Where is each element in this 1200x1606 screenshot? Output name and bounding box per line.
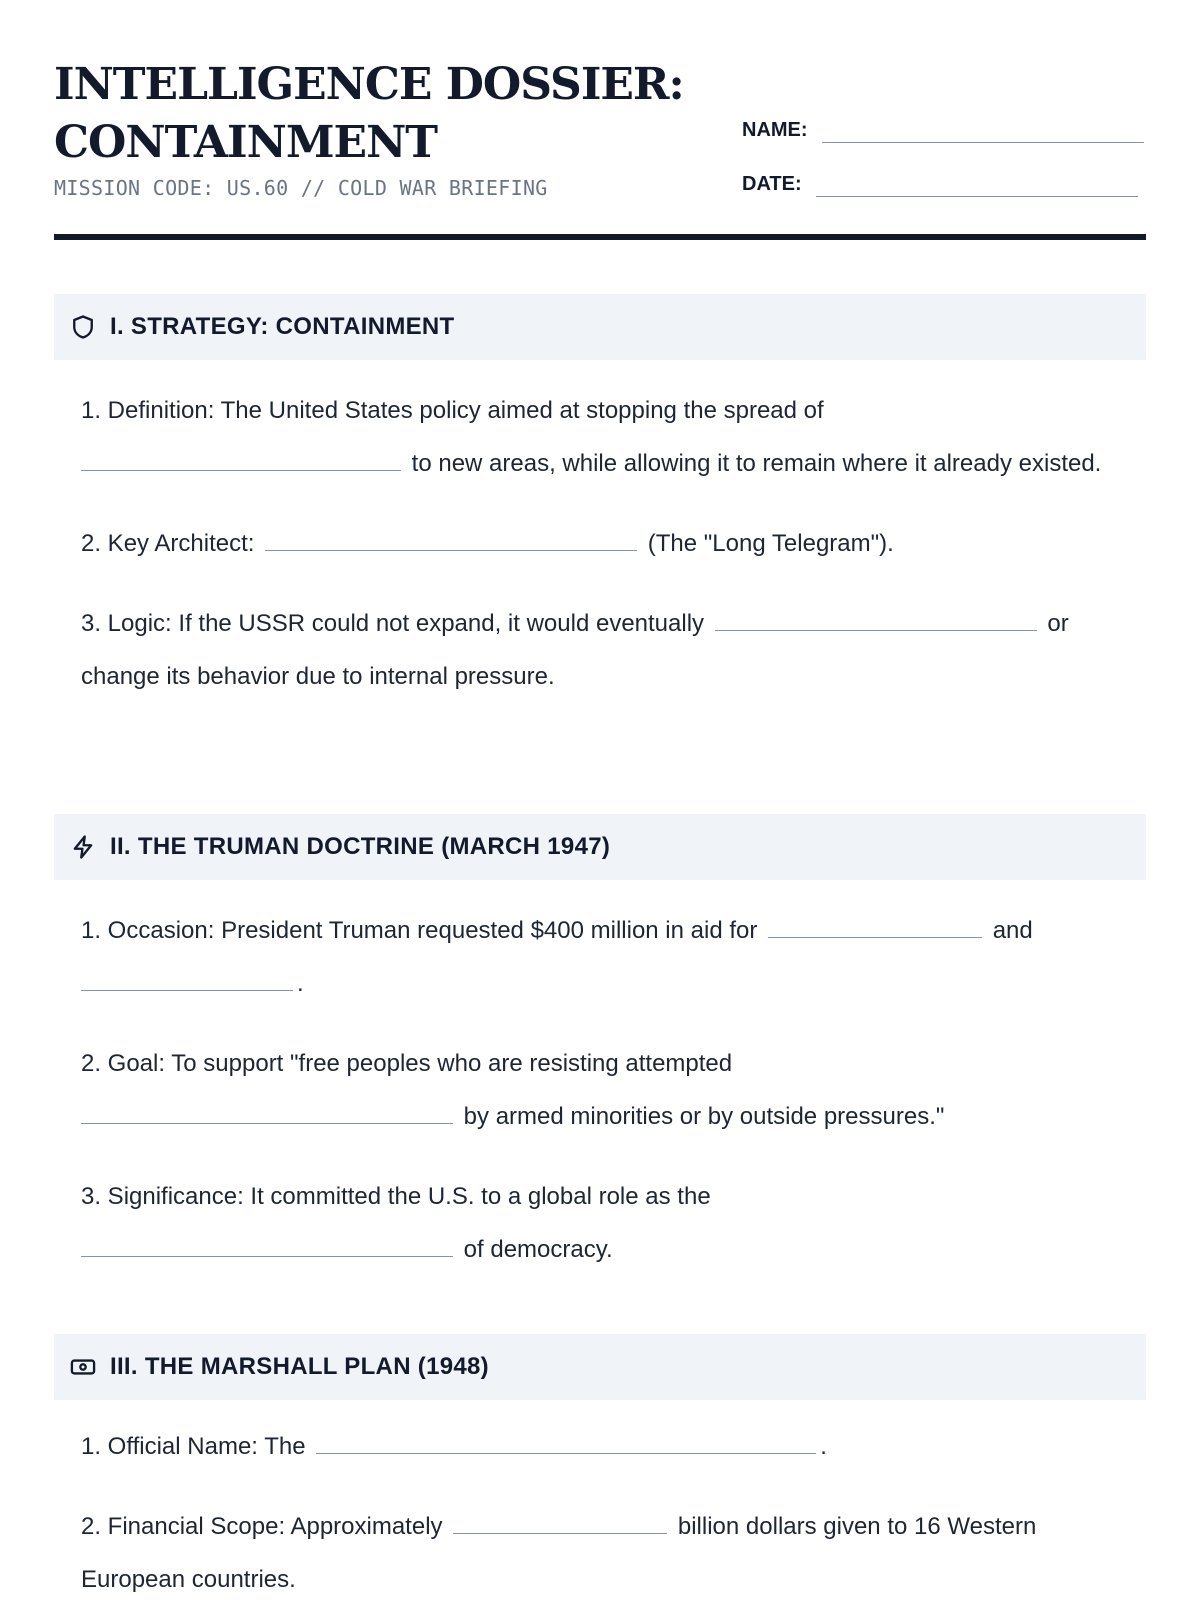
answer-blank[interactable] xyxy=(81,968,293,991)
header-divider xyxy=(54,234,1146,240)
question-text: 1. Definition: The United States policy aimed at stopping the spread of xyxy=(81,397,824,424)
name-row xyxy=(742,116,1144,143)
question-text: or change its behavior due to internal pressure. xyxy=(81,610,1069,690)
section-truman-doctrine xyxy=(54,814,1146,1276)
shield-icon xyxy=(68,312,98,342)
section-title: II. THE TRUMAN DOCTRINE (MARCH 1947) xyxy=(110,833,611,860)
answer-blank[interactable] xyxy=(81,1101,453,1124)
answer-blank[interactable] xyxy=(715,608,1037,631)
question-text: 3. Significance: It committed the U.S. to a global role as the xyxy=(81,1183,711,1210)
question-item xyxy=(54,517,1146,570)
section-header xyxy=(54,814,1146,880)
banknote-icon xyxy=(68,1352,98,1382)
question-text: 2. Key Architect: xyxy=(81,530,255,557)
question-item xyxy=(54,384,1146,490)
answer-blank[interactable] xyxy=(81,1234,453,1257)
answer-blank[interactable] xyxy=(265,528,637,551)
question-text: by armed minorities or by outside pressures." xyxy=(463,1103,945,1130)
question-item xyxy=(54,1500,1146,1606)
section-strategy xyxy=(54,294,1146,703)
answer-blank[interactable] xyxy=(81,448,401,471)
question-text: 1. Official Name: The xyxy=(81,1433,306,1460)
question-text: 3. Logic: If the USSR could not expand, it would eventually xyxy=(81,610,705,637)
answer-blank[interactable] xyxy=(316,1431,816,1454)
section-header xyxy=(54,294,1146,360)
question-text: . xyxy=(820,1433,827,1460)
answer-blank[interactable] xyxy=(453,1511,667,1534)
section-title: III. THE MARSHALL PLAN (1948) xyxy=(110,1353,489,1380)
question-text: of democracy. xyxy=(463,1236,613,1263)
worksheet-page xyxy=(54,0,1146,1593)
title-line-1: INTELLIGENCE DOSSIER: xyxy=(54,59,684,110)
question-item xyxy=(54,597,1146,703)
header xyxy=(54,0,1146,244)
page-title xyxy=(54,56,684,172)
question-text: 2. Financial Scope: Approximately xyxy=(81,1513,443,1540)
question-text: . xyxy=(297,970,304,997)
question-text: to new areas, while allowing it to remain where it already existed. xyxy=(411,450,1102,477)
date-row xyxy=(742,170,1138,197)
section-marshall-plan xyxy=(54,1334,1146,1606)
question-text: 2. Goal: To support "free peoples who are resisting attempted xyxy=(81,1050,733,1077)
question-text: 1. Occasion: President Truman requested $400 million in aid for xyxy=(81,917,758,944)
lightning-icon xyxy=(68,832,98,862)
name-label: NAME: xyxy=(742,119,808,141)
question-item xyxy=(54,1420,1146,1473)
section-header xyxy=(54,1334,1146,1400)
mission-code: MISSION CODE: US.60 // COLD WAR BRIEFING xyxy=(54,176,548,200)
question-text: (The "Long Telegram"). xyxy=(647,530,894,557)
date-field[interactable] xyxy=(816,170,1138,197)
title-line-2: CONTAINMENT xyxy=(54,117,438,168)
question-text: billion dollars given to 16 Western European countries. xyxy=(81,1513,1037,1593)
question-item xyxy=(54,1037,1146,1143)
answer-blank[interactable] xyxy=(768,915,982,938)
question-item xyxy=(54,1170,1146,1276)
question-text: and xyxy=(992,917,1033,944)
name-field[interactable] xyxy=(822,116,1144,143)
section-title: I. STRATEGY: CONTAINMENT xyxy=(110,313,455,340)
question-item xyxy=(54,904,1146,1010)
date-label: DATE: xyxy=(742,173,802,195)
